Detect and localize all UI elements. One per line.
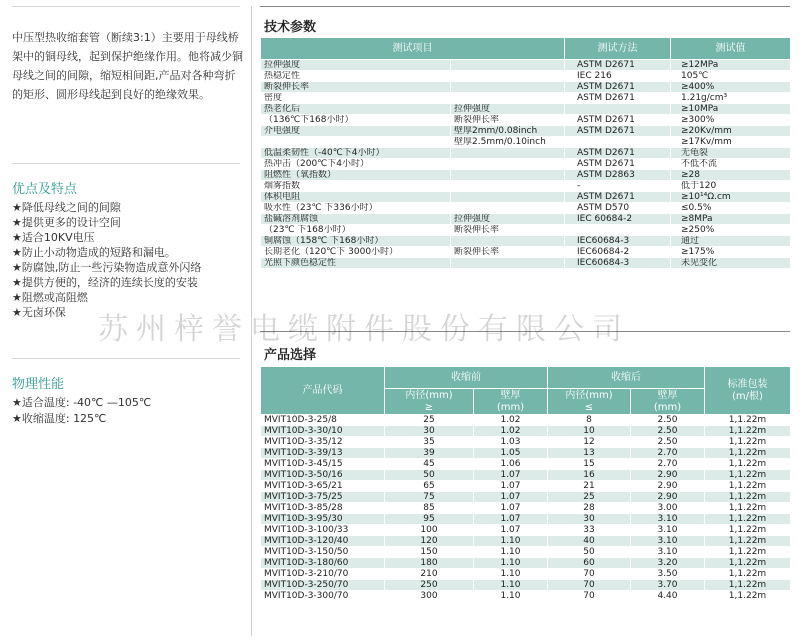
cell-id-after: 15 xyxy=(548,459,631,470)
cell-product-code: MVIT10D-3-65/21 xyxy=(261,481,385,492)
products-header-id-after xyxy=(548,389,631,415)
product-row xyxy=(261,492,791,503)
cell-product-code: MVIT10D-3-25/8 xyxy=(261,415,385,426)
tech-cell-method: IEC 216 xyxy=(565,71,671,82)
tech-cell-sub xyxy=(451,236,565,247)
features-list xyxy=(12,200,201,320)
product-row xyxy=(261,426,791,437)
tech-row xyxy=(261,214,791,225)
tech-cell-sub xyxy=(451,170,565,181)
tech-cell-method: IEC60684-2 xyxy=(565,247,671,258)
products-header-before: 收缩前 xyxy=(385,367,548,389)
cell-wall-after: 3.10 xyxy=(631,514,705,525)
tech-cell-sub xyxy=(451,181,565,192)
tech-cell-value: ≤0.5% xyxy=(671,203,791,214)
tech-row xyxy=(261,126,791,137)
tech-cell-value: 不低不流 xyxy=(671,159,791,170)
product-row xyxy=(261,536,791,547)
tech-cell-method: ASTM D570 xyxy=(565,203,671,214)
tech-cell-name: 阻燃性（氧指数） xyxy=(261,170,451,181)
cell-pack: 1,1.22m xyxy=(705,503,791,514)
tech-cell-method xyxy=(565,225,671,236)
product-row xyxy=(261,448,791,459)
tech-cell-name: 热冲击（200℃下4小时） xyxy=(261,159,451,170)
tech-row xyxy=(261,247,791,258)
cell-product-code: MVIT10D-3-95/30 xyxy=(261,514,385,525)
tech-cell-value: 无龟裂 xyxy=(671,148,791,159)
products-header-wall-before-label: 壁厚 xyxy=(500,389,521,401)
cell-id-before: 300 xyxy=(385,591,474,602)
cell-wall-after: 3.70 xyxy=(631,580,705,591)
tech-cell-value: ≥250% xyxy=(671,225,791,236)
tech-cell-sub: 拉伸强度 xyxy=(451,214,565,225)
tech-cell-method xyxy=(565,137,671,148)
tech-cell-name: 拉伸强度 xyxy=(261,60,451,71)
cell-product-code: MVIT10D-3-250/70 xyxy=(261,580,385,591)
tech-cell-method: ASTM D2671 xyxy=(565,115,671,126)
tech-cell-name: （23℃ 下168小时） xyxy=(261,225,451,236)
product-row xyxy=(261,525,791,536)
tech-cell-sub xyxy=(451,60,565,71)
tech-cell-name: 烟雾指数 xyxy=(261,181,451,192)
cell-id-before: 85 xyxy=(385,503,474,514)
tech-cell-sub xyxy=(451,203,565,214)
cell-pack: 1,1.22m xyxy=(705,569,791,580)
feature-item: ★降低母线之间的间隙 xyxy=(12,201,121,214)
feature-item: ★防腐蚀,防止一些污染物造成意外闪络 xyxy=(12,261,202,274)
tech-cell-sub: 壁厚2mm/0.08inch xyxy=(451,126,565,137)
cell-id-after: 12 xyxy=(548,437,631,448)
cell-id-after: 13 xyxy=(548,448,631,459)
cell-id-after: 16 xyxy=(548,470,631,481)
cell-wall-after: 3.10 xyxy=(631,536,705,547)
products-header-wall-after-label: 壁厚 xyxy=(657,389,678,401)
cell-wall-after: 2.90 xyxy=(631,481,705,492)
cell-id-after: 21 xyxy=(548,481,631,492)
cell-id-after: 33 xyxy=(548,525,631,536)
product-row xyxy=(261,481,791,492)
products-header-pack-unit: (m/根) xyxy=(732,390,763,402)
cell-id-after: 25 xyxy=(548,492,631,503)
tech-title: 技术参数 xyxy=(264,20,317,35)
physical-list xyxy=(12,395,151,427)
products-header-wall-after-unit: (mm) xyxy=(653,401,682,413)
tech-cell-sub xyxy=(451,93,565,104)
tech-row xyxy=(261,60,791,71)
feature-item: ★适合10KV电压 xyxy=(12,231,95,244)
tech-cell-sub xyxy=(451,71,565,82)
cell-pack: 1,1.22m xyxy=(705,591,791,602)
tech-cell-sub: 断裂伸长率 xyxy=(451,247,565,258)
feature-item: ★防止小动物造成的短路和漏电。 xyxy=(12,246,176,259)
cell-product-code: MVIT10D-3-35/12 xyxy=(261,437,385,448)
products-header-id-before-symbol: ≥ xyxy=(424,401,434,413)
products-header-wall-before-unit: (mm) xyxy=(496,401,525,413)
cell-pack: 1,1.22m xyxy=(705,448,791,459)
cell-pack: 1,1.22m xyxy=(705,415,791,426)
cell-product-code: MVIT10D-3-85/28 xyxy=(261,503,385,514)
features-title: 优点及特点 xyxy=(12,182,78,197)
tech-cell-method: ASTM D2671 xyxy=(565,159,671,170)
tech-row xyxy=(261,192,791,203)
tech-cell-name: 介电强度 xyxy=(261,126,451,137)
cell-id-before: 250 xyxy=(385,580,474,591)
cell-id-before: 120 xyxy=(385,536,474,547)
tech-cell-name: 密度 xyxy=(261,93,451,104)
divider xyxy=(260,6,790,7)
cell-pack: 1,1.22m xyxy=(705,580,791,591)
tech-cell-method: ASTM D2671 xyxy=(565,82,671,93)
cell-id-after: 30 xyxy=(548,514,631,525)
cell-id-before: 65 xyxy=(385,481,474,492)
cell-id-before: 150 xyxy=(385,547,474,558)
intro-text: 中压型热收缩套管（断续3:1）主要用于母线桥架中的铜母线，起到保护绝缘作用。他将减少铜母线之间的间隙，缩短相间距,产品对各种弯折的矩形、圆形母线起到良好的绝缘效果。 xyxy=(12,31,243,101)
tech-cell-value: ≥17Kv/mm xyxy=(671,137,791,148)
product-row xyxy=(261,437,791,448)
tech-cell-name: （136℃下168小时） xyxy=(261,115,451,126)
tech-cell-name: 热老化后 xyxy=(261,104,451,115)
cell-id-after: 28 xyxy=(548,503,631,514)
cell-id-after: 8 xyxy=(548,415,631,426)
tech-row xyxy=(261,82,791,93)
product-row xyxy=(261,580,791,591)
tech-cell-value: ≥20Kv/mm xyxy=(671,126,791,137)
products-title: 产品选择 xyxy=(264,348,317,363)
tech-cell-sub: 断裂伸长率 xyxy=(451,225,565,236)
tech-cell-method: ASTM D2671 xyxy=(565,126,671,137)
tech-row xyxy=(261,71,791,82)
tech-row xyxy=(261,104,791,115)
cell-wall-before: 1.03 xyxy=(474,437,548,448)
tech-cell-method: IEC 60684-2 xyxy=(565,214,671,225)
tech-row xyxy=(261,93,791,104)
tech-cell-value: ≥8MPa xyxy=(671,214,791,225)
watermark: 苏州梓誉电缆附件股份有限公司 xyxy=(98,312,630,347)
cell-product-code: MVIT10D-3-50/16 xyxy=(261,470,385,481)
tech-cell-value: ≥12MPa xyxy=(671,60,791,71)
cell-wall-after: 3.10 xyxy=(631,525,705,536)
tech-cell-value: ≥10MPa xyxy=(671,104,791,115)
tech-cell-name: 长期老化（120℃下 3000小时） xyxy=(261,247,451,258)
cell-wall-before: 1.07 xyxy=(474,503,548,514)
cell-product-code: MVIT10D-3-30/10 xyxy=(261,426,385,437)
product-row xyxy=(261,547,791,558)
cell-wall-after: 2.50 xyxy=(631,415,705,426)
physical-title: 物理性能 xyxy=(12,377,65,392)
tech-cell-value: 未见变化 xyxy=(671,258,791,269)
cell-wall-after: 3.50 xyxy=(631,569,705,580)
cell-id-before: 100 xyxy=(385,525,474,536)
cell-id-after: 70 xyxy=(548,569,631,580)
divider xyxy=(12,6,240,7)
cell-id-before: 95 xyxy=(385,514,474,525)
cell-pack: 1,1.22m xyxy=(705,558,791,569)
tech-row xyxy=(261,137,791,148)
cell-product-code: MVIT10D-3-120/40 xyxy=(261,536,385,547)
cell-id-after: 40 xyxy=(548,536,631,547)
tech-cell-value: ≥10¹⁴Ω.cm xyxy=(671,192,791,203)
divider xyxy=(12,163,240,164)
cell-wall-after: 3.00 xyxy=(631,503,705,514)
tech-row xyxy=(261,148,791,159)
product-row xyxy=(261,591,791,602)
cell-wall-after: 3.10 xyxy=(631,547,705,558)
tech-cell-method xyxy=(565,104,671,115)
product-row xyxy=(261,459,791,470)
tech-cell-method: ASTM D2671 xyxy=(565,60,671,71)
cell-wall-before: 1.07 xyxy=(474,481,548,492)
tech-cell-value: 1.21g/cm³ xyxy=(671,93,791,104)
tech-cell-method: ASTM D2671 xyxy=(565,148,671,159)
cell-wall-before: 1.07 xyxy=(474,470,548,481)
tech-cell-method: - xyxy=(565,181,671,192)
cell-pack: 1,1.22m xyxy=(705,470,791,481)
cell-wall-before: 1.10 xyxy=(474,547,548,558)
cell-wall-before: 1.02 xyxy=(474,415,548,426)
physical-item: ★收缩温度: 125℃ xyxy=(12,412,107,425)
product-row xyxy=(261,569,791,580)
cell-id-after: 60 xyxy=(548,558,631,569)
tech-row xyxy=(261,181,791,192)
product-row xyxy=(261,503,791,514)
tech-header-value: 测试值 xyxy=(671,38,791,60)
cell-id-before: 50 xyxy=(385,470,474,481)
cell-wall-after: 2.90 xyxy=(631,470,705,481)
product-row xyxy=(261,514,791,525)
cell-wall-before: 1.10 xyxy=(474,569,548,580)
cell-product-code: MVIT10D-3-300/70 xyxy=(261,591,385,602)
products-header-id-before xyxy=(385,389,474,415)
cell-pack: 1,1.22m xyxy=(705,536,791,547)
products-table xyxy=(260,366,791,602)
tech-cell-value: ≥28 xyxy=(671,170,791,181)
tech-cell-value: 低于120 xyxy=(671,181,791,192)
cell-id-before: 25 xyxy=(385,415,474,426)
tech-cell-sub: 壁厚2.5mm/0.10inch xyxy=(451,137,565,148)
cell-wall-before: 1.07 xyxy=(474,525,548,536)
cell-id-before: 30 xyxy=(385,426,474,437)
cell-product-code: MVIT10D-3-75/25 xyxy=(261,492,385,503)
cell-product-code: MVIT10D-3-180/60 xyxy=(261,558,385,569)
cell-wall-before: 1.10 xyxy=(474,591,548,602)
cell-id-after: 70 xyxy=(548,591,631,602)
products-header-code: 产品代码 xyxy=(261,367,385,415)
tech-cell-name xyxy=(261,137,451,148)
cell-wall-after: 2.50 xyxy=(631,437,705,448)
tech-cell-name: 光照下颜色稳定性 xyxy=(261,258,451,269)
tech-row xyxy=(261,170,791,181)
product-row xyxy=(261,470,791,481)
products-header-after: 收缩后 xyxy=(548,367,705,389)
products-header-wall-after xyxy=(631,389,705,415)
cell-id-before: 75 xyxy=(385,492,474,503)
tech-cell-name: 铜腐蚀（158℃ 下168小时） xyxy=(261,236,451,247)
tech-row xyxy=(261,203,791,214)
cell-id-after: 70 xyxy=(548,580,631,591)
cell-wall-before: 1.10 xyxy=(474,536,548,547)
cell-pack: 1,1.22m xyxy=(705,437,791,448)
cell-id-before: 210 xyxy=(385,569,474,580)
tech-row xyxy=(261,258,791,269)
tech-cell-value: ≥300% xyxy=(671,115,791,126)
tech-cell-value: ≥175% xyxy=(671,247,791,258)
tech-cell-method: ASTM D2671 xyxy=(565,192,671,203)
product-row xyxy=(261,558,791,569)
products-header-id-before-label: 内径(mm) xyxy=(405,389,453,401)
tech-cell-name: 热稳定性 xyxy=(261,71,451,82)
feature-item: ★阻燃或高阻燃 xyxy=(12,291,88,304)
cell-wall-before: 1.10 xyxy=(474,558,548,569)
products-header-pack xyxy=(705,367,791,415)
cell-product-code: MVIT10D-3-45/15 xyxy=(261,459,385,470)
cell-product-code: MVIT10D-3-39/13 xyxy=(261,448,385,459)
cell-pack: 1,1.22m xyxy=(705,459,791,470)
tech-cell-value: ≥400% xyxy=(671,82,791,93)
cell-pack: 1,1.22m xyxy=(705,492,791,503)
tech-cell-sub xyxy=(451,258,565,269)
tech-cell-sub xyxy=(451,82,565,93)
cell-id-after: 10 xyxy=(548,426,631,437)
cell-wall-before: 1.05 xyxy=(474,448,548,459)
cell-wall-after: 2.70 xyxy=(631,448,705,459)
tech-cell-name: 低温柔韧性（-40℃下4小时） xyxy=(261,148,451,159)
products-header-wall-before xyxy=(474,389,548,415)
cell-product-code: MVIT10D-3-150/50 xyxy=(261,547,385,558)
feature-item: ★提供方便的，经济的连续长度的安装 xyxy=(12,276,198,289)
tech-cell-name: 体积电阻 xyxy=(261,192,451,203)
product-row xyxy=(261,415,791,426)
cell-wall-after: 2.90 xyxy=(631,492,705,503)
cell-pack: 1,1.22m xyxy=(705,525,791,536)
cell-wall-before: 1.06 xyxy=(474,459,548,470)
tech-cell-method: ASTM D2863 xyxy=(565,170,671,181)
cell-wall-after: 2.70 xyxy=(631,459,705,470)
tech-cell-method: ASTM D2671 xyxy=(565,93,671,104)
tech-cell-sub xyxy=(451,192,565,203)
cell-pack: 1,1.22m xyxy=(705,547,791,558)
cell-pack: 1,1.22m xyxy=(705,481,791,492)
cell-id-before: 180 xyxy=(385,558,474,569)
cell-wall-before: 1.10 xyxy=(474,580,548,591)
products-header-id-after-symbol: ≤ xyxy=(584,401,594,413)
cell-wall-after: 2.50 xyxy=(631,426,705,437)
products-header-pack-label: 标准包装 xyxy=(727,378,768,390)
tech-cell-value: 105℃ xyxy=(671,71,791,82)
cell-wall-after: 4.40 xyxy=(631,591,705,602)
tech-cell-name: 盐碱溶剂腐蚀 xyxy=(261,214,451,225)
tech-row xyxy=(261,225,791,236)
tech-cell-sub xyxy=(451,148,565,159)
divider xyxy=(12,358,240,359)
tech-cell-name: 断裂伸长率 xyxy=(261,82,451,93)
cell-pack: 1,1.22m xyxy=(705,514,791,525)
tech-cell-method: IEC60684-3 xyxy=(565,236,671,247)
products-header-id-after-label: 内径(mm) xyxy=(565,389,613,401)
feature-item: ★提供更多的设计空间 xyxy=(12,216,121,229)
tech-cell-name: 吸水性（23℃ 下336小时） xyxy=(261,203,451,214)
cell-wall-before: 1.02 xyxy=(474,426,548,437)
tech-row xyxy=(261,159,791,170)
physical-item: ★适合温度: -40℃ —105℃ xyxy=(12,396,152,409)
cell-pack: 1,1.22m xyxy=(705,426,791,437)
tech-cell-sub xyxy=(451,159,565,170)
cell-wall-after: 3.20 xyxy=(631,558,705,569)
tech-cell-sub: 断裂伸长率 xyxy=(451,115,565,126)
feature-item: ★无卤环保 xyxy=(12,306,66,319)
tech-row xyxy=(261,236,791,247)
cell-id-after: 50 xyxy=(548,547,631,558)
tech-cell-method: IEC60684-3 xyxy=(565,258,671,269)
cell-product-code: MVIT10D-3-100/33 xyxy=(261,525,385,536)
tech-table xyxy=(260,37,791,269)
tech-cell-value: 通过 xyxy=(671,236,791,247)
tech-row xyxy=(261,115,791,126)
tech-header-method: 测试方法 xyxy=(565,38,671,60)
cell-id-before: 45 xyxy=(385,459,474,470)
cell-id-before: 35 xyxy=(385,437,474,448)
tech-cell-sub: 拉伸强度 xyxy=(451,104,565,115)
cell-id-before: 39 xyxy=(385,448,474,459)
tech-header-item: 测试项目 xyxy=(261,38,565,60)
cell-product-code: MVIT10D-3-210/70 xyxy=(261,569,385,580)
cell-wall-before: 1.07 xyxy=(474,514,548,525)
cell-wall-before: 1.07 xyxy=(474,492,548,503)
